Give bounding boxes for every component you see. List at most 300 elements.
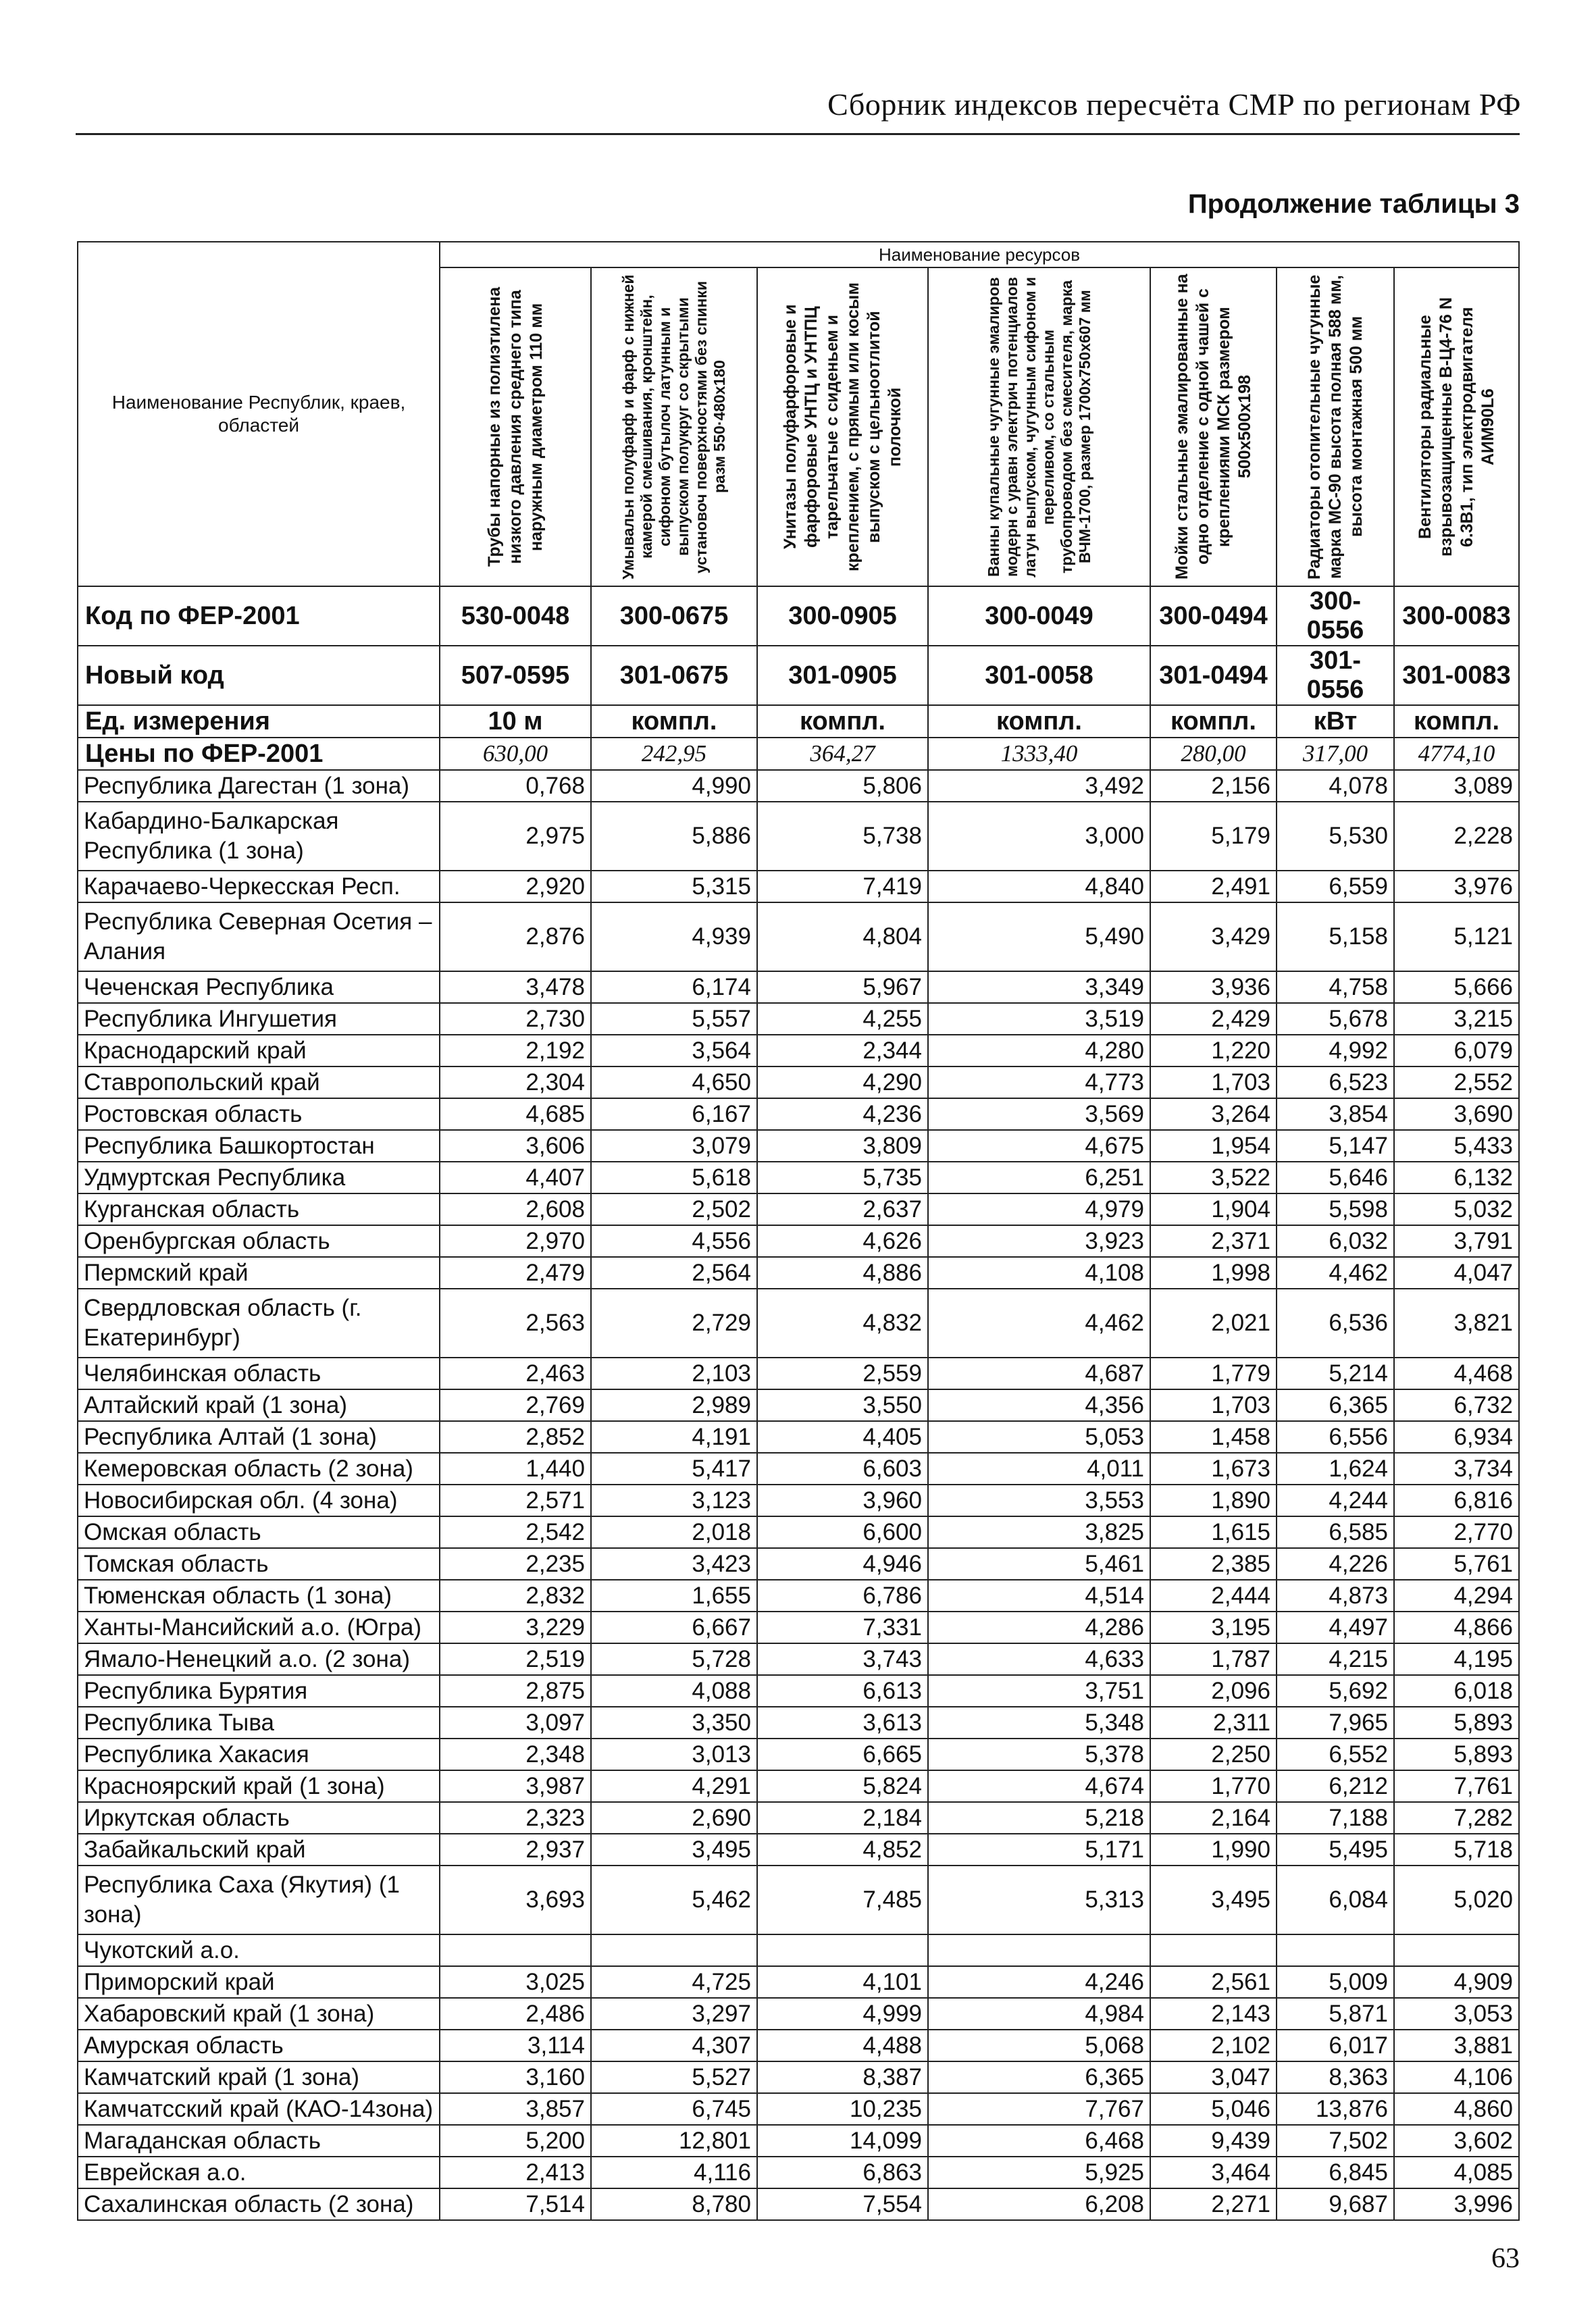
index-value: 6,251 xyxy=(928,1162,1150,1193)
index-value: 2,250 xyxy=(1150,1739,1277,1770)
index-value: 7,282 xyxy=(1394,1802,1519,1834)
index-value: 5,692 xyxy=(1277,1675,1394,1707)
index-value: 1,954 xyxy=(1150,1130,1277,1162)
index-value: 6,745 xyxy=(591,2093,757,2125)
table-row xyxy=(78,902,1519,971)
index-value: 2,371 xyxy=(1150,1225,1277,1257)
index-value xyxy=(1150,1934,1277,1966)
index-value: 2,486 xyxy=(440,1998,591,2030)
index-value: 4,047 xyxy=(1394,1257,1519,1289)
index-value: 3,160 xyxy=(440,2061,591,2093)
region-name: Республика Саха (Якутия) (1 зона) xyxy=(78,1866,440,1934)
index-value: 6,665 xyxy=(757,1739,928,1770)
index-value: 4,979 xyxy=(928,1193,1150,1225)
header-rule xyxy=(76,133,1520,135)
index-value: 4,106 xyxy=(1394,2061,1519,2093)
index-value: 6,079 xyxy=(1394,1035,1519,1066)
region-name: Томская область xyxy=(78,1548,440,1580)
table-row xyxy=(78,2125,1519,2157)
index-value: 9,439 xyxy=(1150,2125,1277,2157)
index-value: 1,458 xyxy=(1150,1421,1277,1453)
index-value: 14,099 xyxy=(757,2125,928,2157)
index-value: 2,311 xyxy=(1150,1707,1277,1739)
table-row xyxy=(78,1098,1519,1130)
index-value: 4,687 xyxy=(928,1358,1150,1389)
table-row xyxy=(78,1257,1519,1289)
index-value: 6,174 xyxy=(591,971,757,1003)
index-value: 5,495 xyxy=(1277,1834,1394,1866)
index-value: 3,013 xyxy=(591,1739,757,1770)
index-value: 4,758 xyxy=(1277,971,1394,1003)
region-name: Камчатсский край (КАО-14зона) xyxy=(78,2093,440,2125)
index-value: 3,936 xyxy=(1150,971,1277,1003)
new-code-row-cell: 301-0905 xyxy=(757,646,928,705)
index-value: 2,552 xyxy=(1394,1066,1519,1098)
region-name: Чукотский а.о. xyxy=(78,1934,440,1966)
index-value: 4,191 xyxy=(591,1421,757,1453)
index-value: 6,816 xyxy=(1394,1485,1519,1516)
index-value: 4,244 xyxy=(1277,1485,1394,1516)
index-value: 4,990 xyxy=(591,770,757,802)
index-value: 4,108 xyxy=(928,1257,1150,1289)
index-value: 5,967 xyxy=(757,971,928,1003)
index-value: 6,556 xyxy=(1277,1421,1394,1453)
index-value: 3,478 xyxy=(440,971,591,1003)
index-value: 6,786 xyxy=(757,1580,928,1612)
index-value: 5,618 xyxy=(591,1162,757,1193)
index-value: 5,020 xyxy=(1394,1866,1519,1934)
index-value: 6,603 xyxy=(757,1453,928,1485)
index-value: 3,791 xyxy=(1394,1225,1519,1257)
index-value: 5,009 xyxy=(1277,1966,1394,1998)
region-name: Удмуртская Республика xyxy=(78,1162,440,1193)
index-value xyxy=(757,1934,928,1966)
fer-code-row-cell: 300-0049 xyxy=(928,586,1150,646)
fer-code-row-cell: 530-0048 xyxy=(440,586,591,646)
price-row-cell: 242,95 xyxy=(591,738,757,770)
price-row-cell: 630,00 xyxy=(440,738,591,770)
price-row-cell: 317,00 xyxy=(1277,738,1394,770)
table-row xyxy=(78,1193,1519,1225)
table-row xyxy=(78,1453,1519,1485)
index-value: 2,102 xyxy=(1150,2030,1277,2061)
index-value: 2,502 xyxy=(591,1193,757,1225)
index-value: 2,690 xyxy=(591,1802,757,1834)
region-name: Курганская область xyxy=(78,1193,440,1225)
index-value: 2,875 xyxy=(440,1675,591,1707)
index-value: 5,871 xyxy=(1277,1998,1394,2030)
index-value: 6,523 xyxy=(1277,1066,1394,1098)
index-value xyxy=(440,1934,591,1966)
index-value: 10,235 xyxy=(757,2093,928,2125)
index-value: 2,920 xyxy=(440,871,591,902)
index-value: 12,801 xyxy=(591,2125,757,2157)
region-name: Иркутская область xyxy=(78,1802,440,1834)
region-name: Республика Алтай (1 зона) xyxy=(78,1421,440,1453)
index-value: 2,096 xyxy=(1150,1675,1277,1707)
index-value: 1,220 xyxy=(1150,1035,1277,1066)
table-row xyxy=(78,1612,1519,1643)
new-code-row-cell: 301-0556 xyxy=(1277,646,1394,705)
index-value: 6,845 xyxy=(1277,2157,1394,2188)
region-name: Ставропольский край xyxy=(78,1066,440,1098)
column-header-text: Трубы напорные из полиэтилена низкого давления среднего типа наружным диаметром 110 мм xyxy=(484,286,546,567)
region-name: Республика Ингушетия xyxy=(78,1003,440,1035)
index-value: 2,235 xyxy=(440,1548,591,1580)
region-name: Карачаево-Черкесская Респ. xyxy=(78,871,440,902)
index-value: 4,286 xyxy=(928,1612,1150,1643)
table-row xyxy=(78,1035,1519,1066)
index-value: 2,729 xyxy=(591,1289,757,1358)
region-name: Республика Дагестан (1 зона) xyxy=(78,770,440,802)
index-value: 6,934 xyxy=(1394,1421,1519,1453)
index-value: 4,999 xyxy=(757,1998,928,2030)
region-name: Тюменская область (1 зона) xyxy=(78,1580,440,1612)
index-value: 4,556 xyxy=(591,1225,757,1257)
index-value: 3,429 xyxy=(1150,902,1277,971)
table-row xyxy=(78,871,1519,902)
table-row xyxy=(78,1289,1519,1358)
price-index-table xyxy=(77,241,1520,2221)
unit-row-cell: компл. xyxy=(1394,705,1519,738)
index-value: 4,860 xyxy=(1394,2093,1519,2125)
index-value: 2,561 xyxy=(1150,1966,1277,1998)
price-row-cell: 1333,40 xyxy=(928,738,1150,770)
table-row xyxy=(78,2093,1519,2125)
index-value: 7,554 xyxy=(757,2188,928,2220)
index-value: 1,904 xyxy=(1150,1193,1277,1225)
index-value: 2,271 xyxy=(1150,2188,1277,2220)
index-value: 2,156 xyxy=(1150,770,1277,802)
index-value: 2,559 xyxy=(757,1358,928,1389)
index-value: 4,866 xyxy=(1394,1612,1519,1643)
table-row xyxy=(78,1225,1519,1257)
fer-code-row-cell: 300-0083 xyxy=(1394,586,1519,646)
region-name: Республика Тыва xyxy=(78,1707,440,1739)
index-value: 6,552 xyxy=(1277,1739,1394,1770)
index-value: 2,192 xyxy=(440,1035,591,1066)
index-value: 3,564 xyxy=(591,1035,757,1066)
new-code-row-cell: 301-0675 xyxy=(591,646,757,705)
index-value xyxy=(1277,1934,1394,1966)
table-row xyxy=(78,2157,1519,2188)
index-value: 1,440 xyxy=(440,1453,591,1485)
index-value: 2,770 xyxy=(1394,1516,1519,1548)
table-row xyxy=(78,1770,1519,1802)
index-value: 5,530 xyxy=(1277,802,1394,871)
index-value xyxy=(591,1934,757,1966)
index-value: 3,423 xyxy=(591,1548,757,1580)
new-code-row-cell: 301-0058 xyxy=(928,646,1150,705)
column-header-text: Унитазы полуфарфоровые и фарфоровые УНТЦ и УНТПЦ тарельчатые с сиденьем и креплением, с прямым или косым выпуском с цельноотлитой полочкой xyxy=(780,282,904,571)
index-value: 3,569 xyxy=(928,1098,1150,1130)
table-row xyxy=(78,1643,1519,1675)
index-value: 3,613 xyxy=(757,1707,928,1739)
region-name: Амурская область xyxy=(78,2030,440,2061)
index-value: 3,097 xyxy=(440,1707,591,1739)
index-value: 4,675 xyxy=(928,1130,1150,1162)
index-value: 1,655 xyxy=(591,1580,757,1612)
index-value: 2,852 xyxy=(440,1421,591,1453)
table-row xyxy=(78,1516,1519,1548)
index-value: 3,854 xyxy=(1277,1098,1394,1130)
index-value: 3,464 xyxy=(1150,2157,1277,2188)
index-value: 5,666 xyxy=(1394,971,1519,1003)
region-name: Республика Башкортостан xyxy=(78,1130,440,1162)
index-value: 6,613 xyxy=(757,1675,928,1707)
index-value: 2,769 xyxy=(440,1389,591,1421)
region-name: Новосибирская обл. (4 зона) xyxy=(78,1485,440,1516)
index-value: 2,164 xyxy=(1150,1802,1277,1834)
table-row xyxy=(78,2188,1519,2220)
table-row xyxy=(78,1358,1519,1389)
fer-code-row xyxy=(78,586,1519,646)
column-header xyxy=(440,267,591,586)
index-value: 2,344 xyxy=(757,1035,928,1066)
index-value: 5,433 xyxy=(1394,1130,1519,1162)
index-value: 8,387 xyxy=(757,2061,928,2093)
index-value: 4,405 xyxy=(757,1421,928,1453)
index-value: 3,079 xyxy=(591,1130,757,1162)
region-name: Еврейская а.о. xyxy=(78,2157,440,2188)
table-row xyxy=(78,1003,1519,1035)
index-value: 6,732 xyxy=(1394,1389,1519,1421)
new-code-row-label: Новый код xyxy=(78,646,440,705)
index-value: 2,228 xyxy=(1394,802,1519,871)
index-value: 5,462 xyxy=(591,1866,757,1934)
table-row xyxy=(78,1998,1519,2030)
fer-code-row-cell: 300-0494 xyxy=(1150,586,1277,646)
fer-code-row-label: Код по ФЕР-2001 xyxy=(78,586,440,646)
index-value: 4,236 xyxy=(757,1098,928,1130)
index-value: 3,550 xyxy=(757,1389,928,1421)
index-value: 6,667 xyxy=(591,1612,757,1643)
region-name: Ямало-Ненецкий а.о. (2 зона) xyxy=(78,1643,440,1675)
table-row xyxy=(78,1389,1519,1421)
index-value: 6,018 xyxy=(1394,1675,1519,1707)
index-value: 5,461 xyxy=(928,1548,1150,1580)
index-value: 3,809 xyxy=(757,1130,928,1162)
index-value: 7,419 xyxy=(757,871,928,902)
region-name: Пермский край xyxy=(78,1257,440,1289)
index-value: 5,032 xyxy=(1394,1193,1519,1225)
index-value: 4,078 xyxy=(1277,770,1394,802)
index-value: 8,780 xyxy=(591,2188,757,2220)
index-value: 5,598 xyxy=(1277,1193,1394,1225)
index-value: 2,018 xyxy=(591,1516,757,1548)
unit-row-cell: компл. xyxy=(928,705,1150,738)
index-value: 7,965 xyxy=(1277,1707,1394,1739)
index-value: 3,519 xyxy=(928,1003,1150,1035)
index-value: 6,212 xyxy=(1277,1770,1394,1802)
index-value: 4,195 xyxy=(1394,1643,1519,1675)
index-value: 4,294 xyxy=(1394,1580,1519,1612)
region-name: Приморский край xyxy=(78,1966,440,1998)
index-value: 2,103 xyxy=(591,1358,757,1389)
index-value: 3,996 xyxy=(1394,2188,1519,2220)
price-row-cell: 280,00 xyxy=(1150,738,1277,770)
index-value: 4,804 xyxy=(757,902,928,971)
index-value: 5,179 xyxy=(1150,802,1277,871)
index-value: 4,674 xyxy=(928,1770,1150,1802)
index-value: 3,495 xyxy=(591,1834,757,1866)
fer-code-row-cell: 300-0675 xyxy=(591,586,757,646)
index-value: 1,673 xyxy=(1150,1453,1277,1485)
index-value: 3,923 xyxy=(928,1225,1150,1257)
column-header xyxy=(1394,267,1519,586)
region-name: Алтайский край (1 зона) xyxy=(78,1389,440,1421)
index-value: 3,350 xyxy=(591,1707,757,1739)
index-value: 3,492 xyxy=(928,770,1150,802)
table-row xyxy=(78,770,1519,802)
index-value: 4,307 xyxy=(591,2030,757,2061)
resources-super-header: Наименование ресурсов xyxy=(440,242,1519,267)
table-row xyxy=(78,1866,1519,1934)
index-value: 2,348 xyxy=(440,1739,591,1770)
table-row xyxy=(78,2061,1519,2093)
index-value: 0,768 xyxy=(440,770,591,802)
index-value: 4,909 xyxy=(1394,1966,1519,1998)
index-value: 1,779 xyxy=(1150,1358,1277,1389)
index-value: 4,840 xyxy=(928,871,1150,902)
index-value: 2,479 xyxy=(440,1257,591,1289)
index-value: 3,987 xyxy=(440,1770,591,1802)
index-value: 2,519 xyxy=(440,1643,591,1675)
index-value: 6,600 xyxy=(757,1516,928,1548)
index-value: 2,323 xyxy=(440,1802,591,1834)
index-value: 5,718 xyxy=(1394,1834,1519,1866)
table-row xyxy=(78,1966,1519,1998)
index-value: 6,536 xyxy=(1277,1289,1394,1358)
table-row xyxy=(78,1707,1519,1739)
new-code-row-cell: 301-0494 xyxy=(1150,646,1277,705)
index-value: 3,000 xyxy=(928,802,1150,871)
index-value: 1,787 xyxy=(1150,1643,1277,1675)
index-value: 5,378 xyxy=(928,1739,1150,1770)
index-value: 7,761 xyxy=(1394,1770,1519,1802)
index-value: 5,646 xyxy=(1277,1162,1394,1193)
index-value: 5,121 xyxy=(1394,902,1519,971)
index-value: 6,017 xyxy=(1277,2030,1394,2061)
running-header: Сборник индексов пересчёта СМР по регионам РФ xyxy=(827,87,1521,122)
region-name: Краснодарский край xyxy=(78,1035,440,1066)
region-name: Республика Бурятия xyxy=(78,1675,440,1707)
index-value: 5,893 xyxy=(1394,1707,1519,1739)
index-value: 5,348 xyxy=(928,1707,1150,1739)
index-value: 4,488 xyxy=(757,2030,928,2061)
index-value: 4,085 xyxy=(1394,2157,1519,2188)
index-value: 2,413 xyxy=(440,2157,591,2188)
price-row-cell: 364,27 xyxy=(757,738,928,770)
index-value: 3,857 xyxy=(440,2093,591,2125)
column-header-text: Умывальн полуфарф и фарф с нижней камерой смешивания, кронштейн, сифоном бутылоч латунным и выпуском полукруг со скрытыми установоч поверхностями без спинки разм 550·480х180 xyxy=(619,274,728,580)
index-value: 6,167 xyxy=(591,1098,757,1130)
index-value: 6,585 xyxy=(1277,1516,1394,1548)
index-value: 1,615 xyxy=(1150,1516,1277,1548)
index-value: 3,053 xyxy=(1394,1998,1519,2030)
index-value: 3,606 xyxy=(440,1130,591,1162)
index-value: 4,939 xyxy=(591,902,757,971)
table-row xyxy=(78,2030,1519,2061)
index-value: 3,522 xyxy=(1150,1162,1277,1193)
fer-code-row-cell: 300-0556 xyxy=(1277,586,1394,646)
index-value: 5,315 xyxy=(591,871,757,902)
region-name: Республика Хакасия xyxy=(78,1739,440,1770)
table-row xyxy=(78,1066,1519,1098)
price-row xyxy=(78,738,1519,770)
index-value: 4,215 xyxy=(1277,1643,1394,1675)
table-row xyxy=(78,1162,1519,1193)
table-row xyxy=(78,1485,1519,1516)
new-code-row-cell: 301-0083 xyxy=(1394,646,1519,705)
index-value: 1,624 xyxy=(1277,1453,1394,1485)
index-value: 8,363 xyxy=(1277,2061,1394,2093)
index-value: 4,886 xyxy=(757,1257,928,1289)
index-value: 4,468 xyxy=(1394,1358,1519,1389)
new-code-row xyxy=(78,646,1519,705)
index-value: 3,123 xyxy=(591,1485,757,1516)
table-row xyxy=(78,1675,1519,1707)
index-value xyxy=(928,1934,1150,1966)
index-value: 3,195 xyxy=(1150,1612,1277,1643)
index-value: 3,495 xyxy=(1150,1866,1277,1934)
table-row xyxy=(78,802,1519,871)
column-header xyxy=(928,267,1150,586)
index-value: 4,101 xyxy=(757,1966,928,1998)
index-value: 2,970 xyxy=(440,1225,591,1257)
index-value: 1,770 xyxy=(1150,1770,1277,1802)
index-value: 4,832 xyxy=(757,1289,928,1358)
index-value: 3,602 xyxy=(1394,2125,1519,2157)
region-name: Кабардино-Балкарская Республика (1 зона) xyxy=(78,802,440,871)
index-value: 4,873 xyxy=(1277,1580,1394,1612)
index-value: 3,025 xyxy=(440,1966,591,1998)
index-value: 5,893 xyxy=(1394,1739,1519,1770)
index-value: 5,200 xyxy=(440,2125,591,2157)
column-header xyxy=(757,267,928,586)
table-row xyxy=(78,1421,1519,1453)
index-value: 1,703 xyxy=(1150,1066,1277,1098)
index-value: 5,214 xyxy=(1277,1358,1394,1389)
table-row xyxy=(78,1834,1519,1866)
index-value: 4,407 xyxy=(440,1162,591,1193)
index-value: 6,032 xyxy=(1277,1225,1394,1257)
column-header xyxy=(1150,267,1277,586)
index-value: 5,728 xyxy=(591,1643,757,1675)
column-header-text: Радиаторы отопительные чугунные марка МС-90 высота полная 588 мм, высота монтажная 500 мм xyxy=(1304,274,1366,580)
unit-row-cell: компл. xyxy=(1150,705,1277,738)
index-value: 4,650 xyxy=(591,1066,757,1098)
index-value: 4,116 xyxy=(591,2157,757,2188)
index-value: 1,998 xyxy=(1150,1257,1277,1289)
index-value: 3,734 xyxy=(1394,1453,1519,1485)
index-value: 5,738 xyxy=(757,802,928,871)
index-value: 4,011 xyxy=(928,1453,1150,1485)
fer-code-row-cell: 300-0905 xyxy=(757,586,928,646)
index-value: 1,990 xyxy=(1150,1834,1277,1866)
index-value: 2,304 xyxy=(440,1066,591,1098)
index-value: 7,485 xyxy=(757,1866,928,1934)
index-value: 5,527 xyxy=(591,2061,757,2093)
index-value: 5,925 xyxy=(928,2157,1150,2188)
index-value: 2,491 xyxy=(1150,871,1277,902)
index-value: 4,356 xyxy=(928,1389,1150,1421)
index-value: 3,215 xyxy=(1394,1003,1519,1035)
data-rows xyxy=(78,770,1519,2220)
index-value: 4,497 xyxy=(1277,1612,1394,1643)
index-value: 4,291 xyxy=(591,1770,757,1802)
index-value: 2,444 xyxy=(1150,1580,1277,1612)
